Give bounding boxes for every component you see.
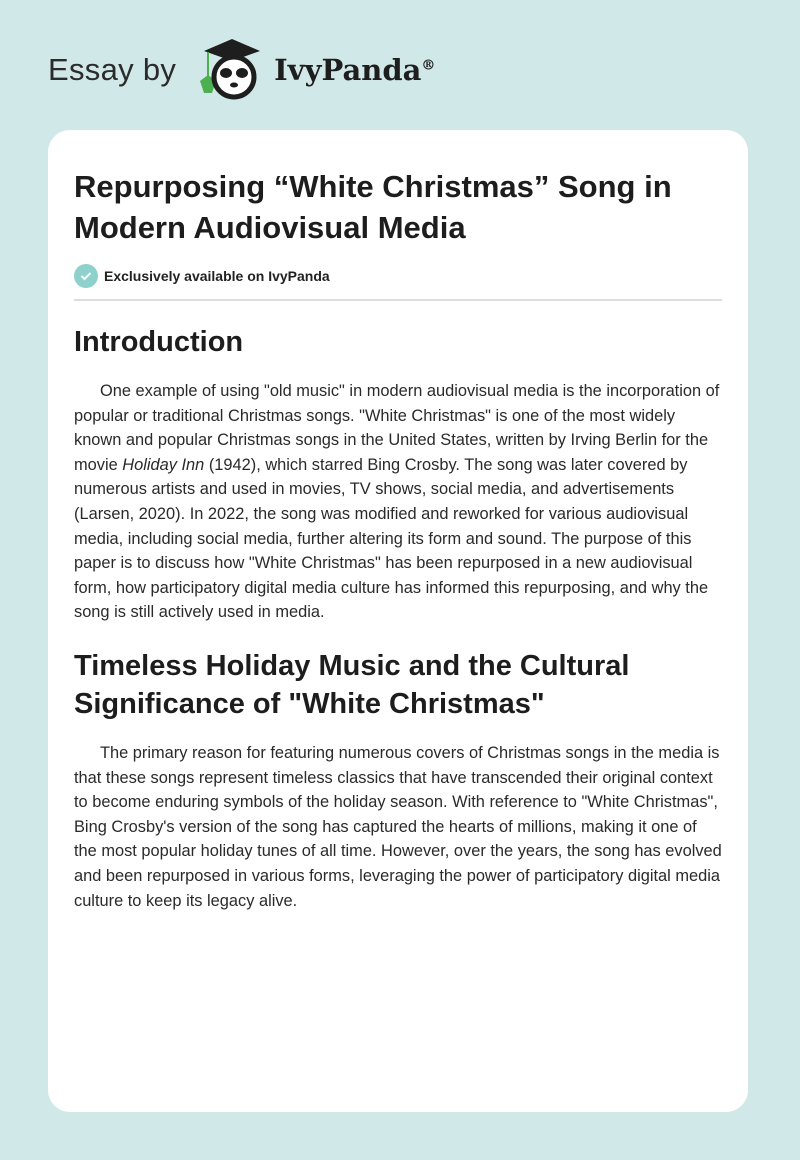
movie-title: Holiday Inn xyxy=(122,455,205,474)
section-heading: Introduction xyxy=(74,326,244,358)
paragraph: The primary reason for featuring numerous covers of Christmas songs in the media is that these songs represent timeless classics that have transcended their original context to become enduring symbols of the holiday season. With reference to "White Christmas", Bing Crosby's version of the song has captured the hearts of millions, making it one of the most popular holiday tunes of all time. However, over the years, the song has evolved and been repurposed in various forms, leveraging the power of participatory digital media culture to keep its legacy alive. xyxy=(74,743,722,910)
page-title: Repurposing “White Christmas” Song in Modern Audiovisual Media xyxy=(74,169,672,245)
exclusive-badge xyxy=(74,264,722,288)
registered-mark: ® xyxy=(421,57,436,74)
essay-by-label: Essay by xyxy=(48,52,177,87)
paragraph xyxy=(74,379,722,625)
badge-label: Exclusively available on IvyPanda xyxy=(104,268,330,284)
panda-logo-icon[interactable] xyxy=(194,35,266,106)
essay-card xyxy=(48,130,748,1112)
check-icon xyxy=(74,264,98,288)
text: (1942), which starred Bing Crosby. The song was later covered by numerous artists and used in movies, TV shows, social media, and advertisements (Larsen, 2020). In 2022, the song was modified and reworked for various audiovisual media, including social media, further altering its form and sound. The purpose of this paper is to discuss how "White Christmas" has been repurposed in a new audiovisual form, how participatory digital media culture has informed this repurposing, and why the song is still actively used in media. xyxy=(74,455,709,622)
text: One example of using "old music" in modern audiovisual media is the incorporation of popular or traditional Christmas songs. "White Christmas" is one of the most widely known and popular Christmas songs in the United States, written by Irving Berlin for the movie xyxy=(74,382,720,474)
brand-text: IvyPanda xyxy=(274,53,422,87)
site-header xyxy=(48,30,435,110)
section-heading: Timeless Holiday Music and the Cultural Significance of "White Christmas" xyxy=(74,649,630,720)
divider xyxy=(74,299,722,301)
brand-name[interactable] xyxy=(274,53,435,87)
